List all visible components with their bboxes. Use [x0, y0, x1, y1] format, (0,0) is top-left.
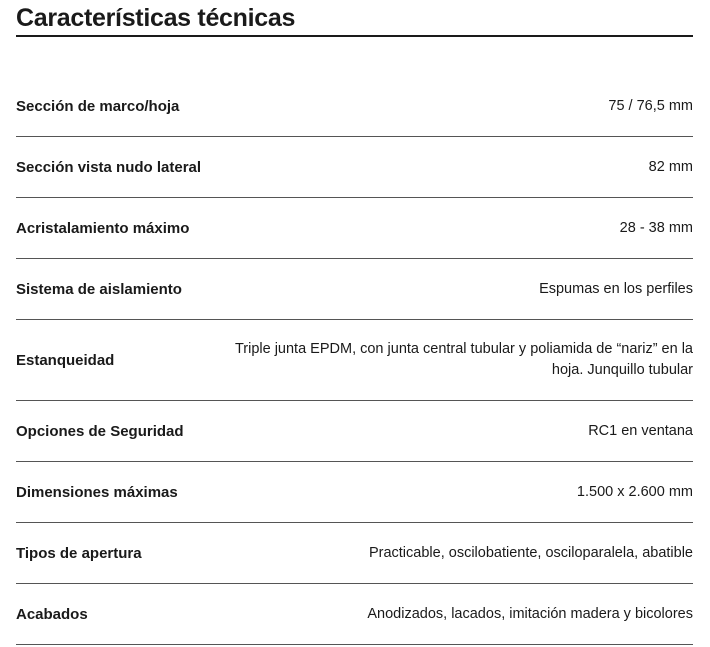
spec-label: Acabados: [16, 605, 88, 623]
spec-row: [16, 462, 693, 523]
page-title: Características técnicas: [16, 4, 296, 32]
spec-row: [16, 76, 693, 137]
spec-label: Sección de marco/hoja: [16, 97, 180, 115]
spec-value: Triple junta EPDM, con junta central tubular y poliamida de “nariz” en la hoja. Junquillo tubular: [234, 341, 693, 378]
spec-label: Estanqueidad: [16, 351, 115, 369]
spec-label: Sistema de aislamiento: [16, 280, 182, 298]
spec-label: Dimensiones máximas: [16, 483, 178, 501]
title-divider: [16, 35, 693, 37]
spec-value: Practicable, oscilobatiente, osciloparalela, abatible: [368, 544, 693, 561]
spec-label: Opciones de Seguridad: [16, 422, 184, 440]
spec-sheet: [16, 0, 693, 645]
spec-value: Espumas en los perfiles: [539, 280, 693, 297]
spec-value: 75 / 76,5 mm: [608, 97, 693, 114]
spec-label: Sección vista nudo lateral: [16, 158, 202, 176]
spec-row: [16, 259, 693, 320]
spec-value: 82 mm: [648, 158, 693, 175]
spec-value: Anodizados, lacados, imitación madera y bicolores: [367, 605, 693, 622]
spec-row: [16, 320, 693, 401]
spec-row: [16, 584, 693, 645]
spec-value: RC1 en ventana: [588, 422, 693, 439]
spec-value: 1.500 x 2.600 mm: [576, 483, 693, 500]
spec-table: [16, 76, 693, 645]
spec-value: 28 - 38 mm: [619, 219, 693, 236]
spec-row: [16, 401, 693, 462]
spec-row: [16, 198, 693, 259]
spec-label: Tipos de apertura: [16, 544, 142, 562]
spec-row: [16, 523, 693, 584]
spec-row: [16, 137, 693, 198]
spec-label: Acristalamiento máximo: [16, 219, 190, 237]
